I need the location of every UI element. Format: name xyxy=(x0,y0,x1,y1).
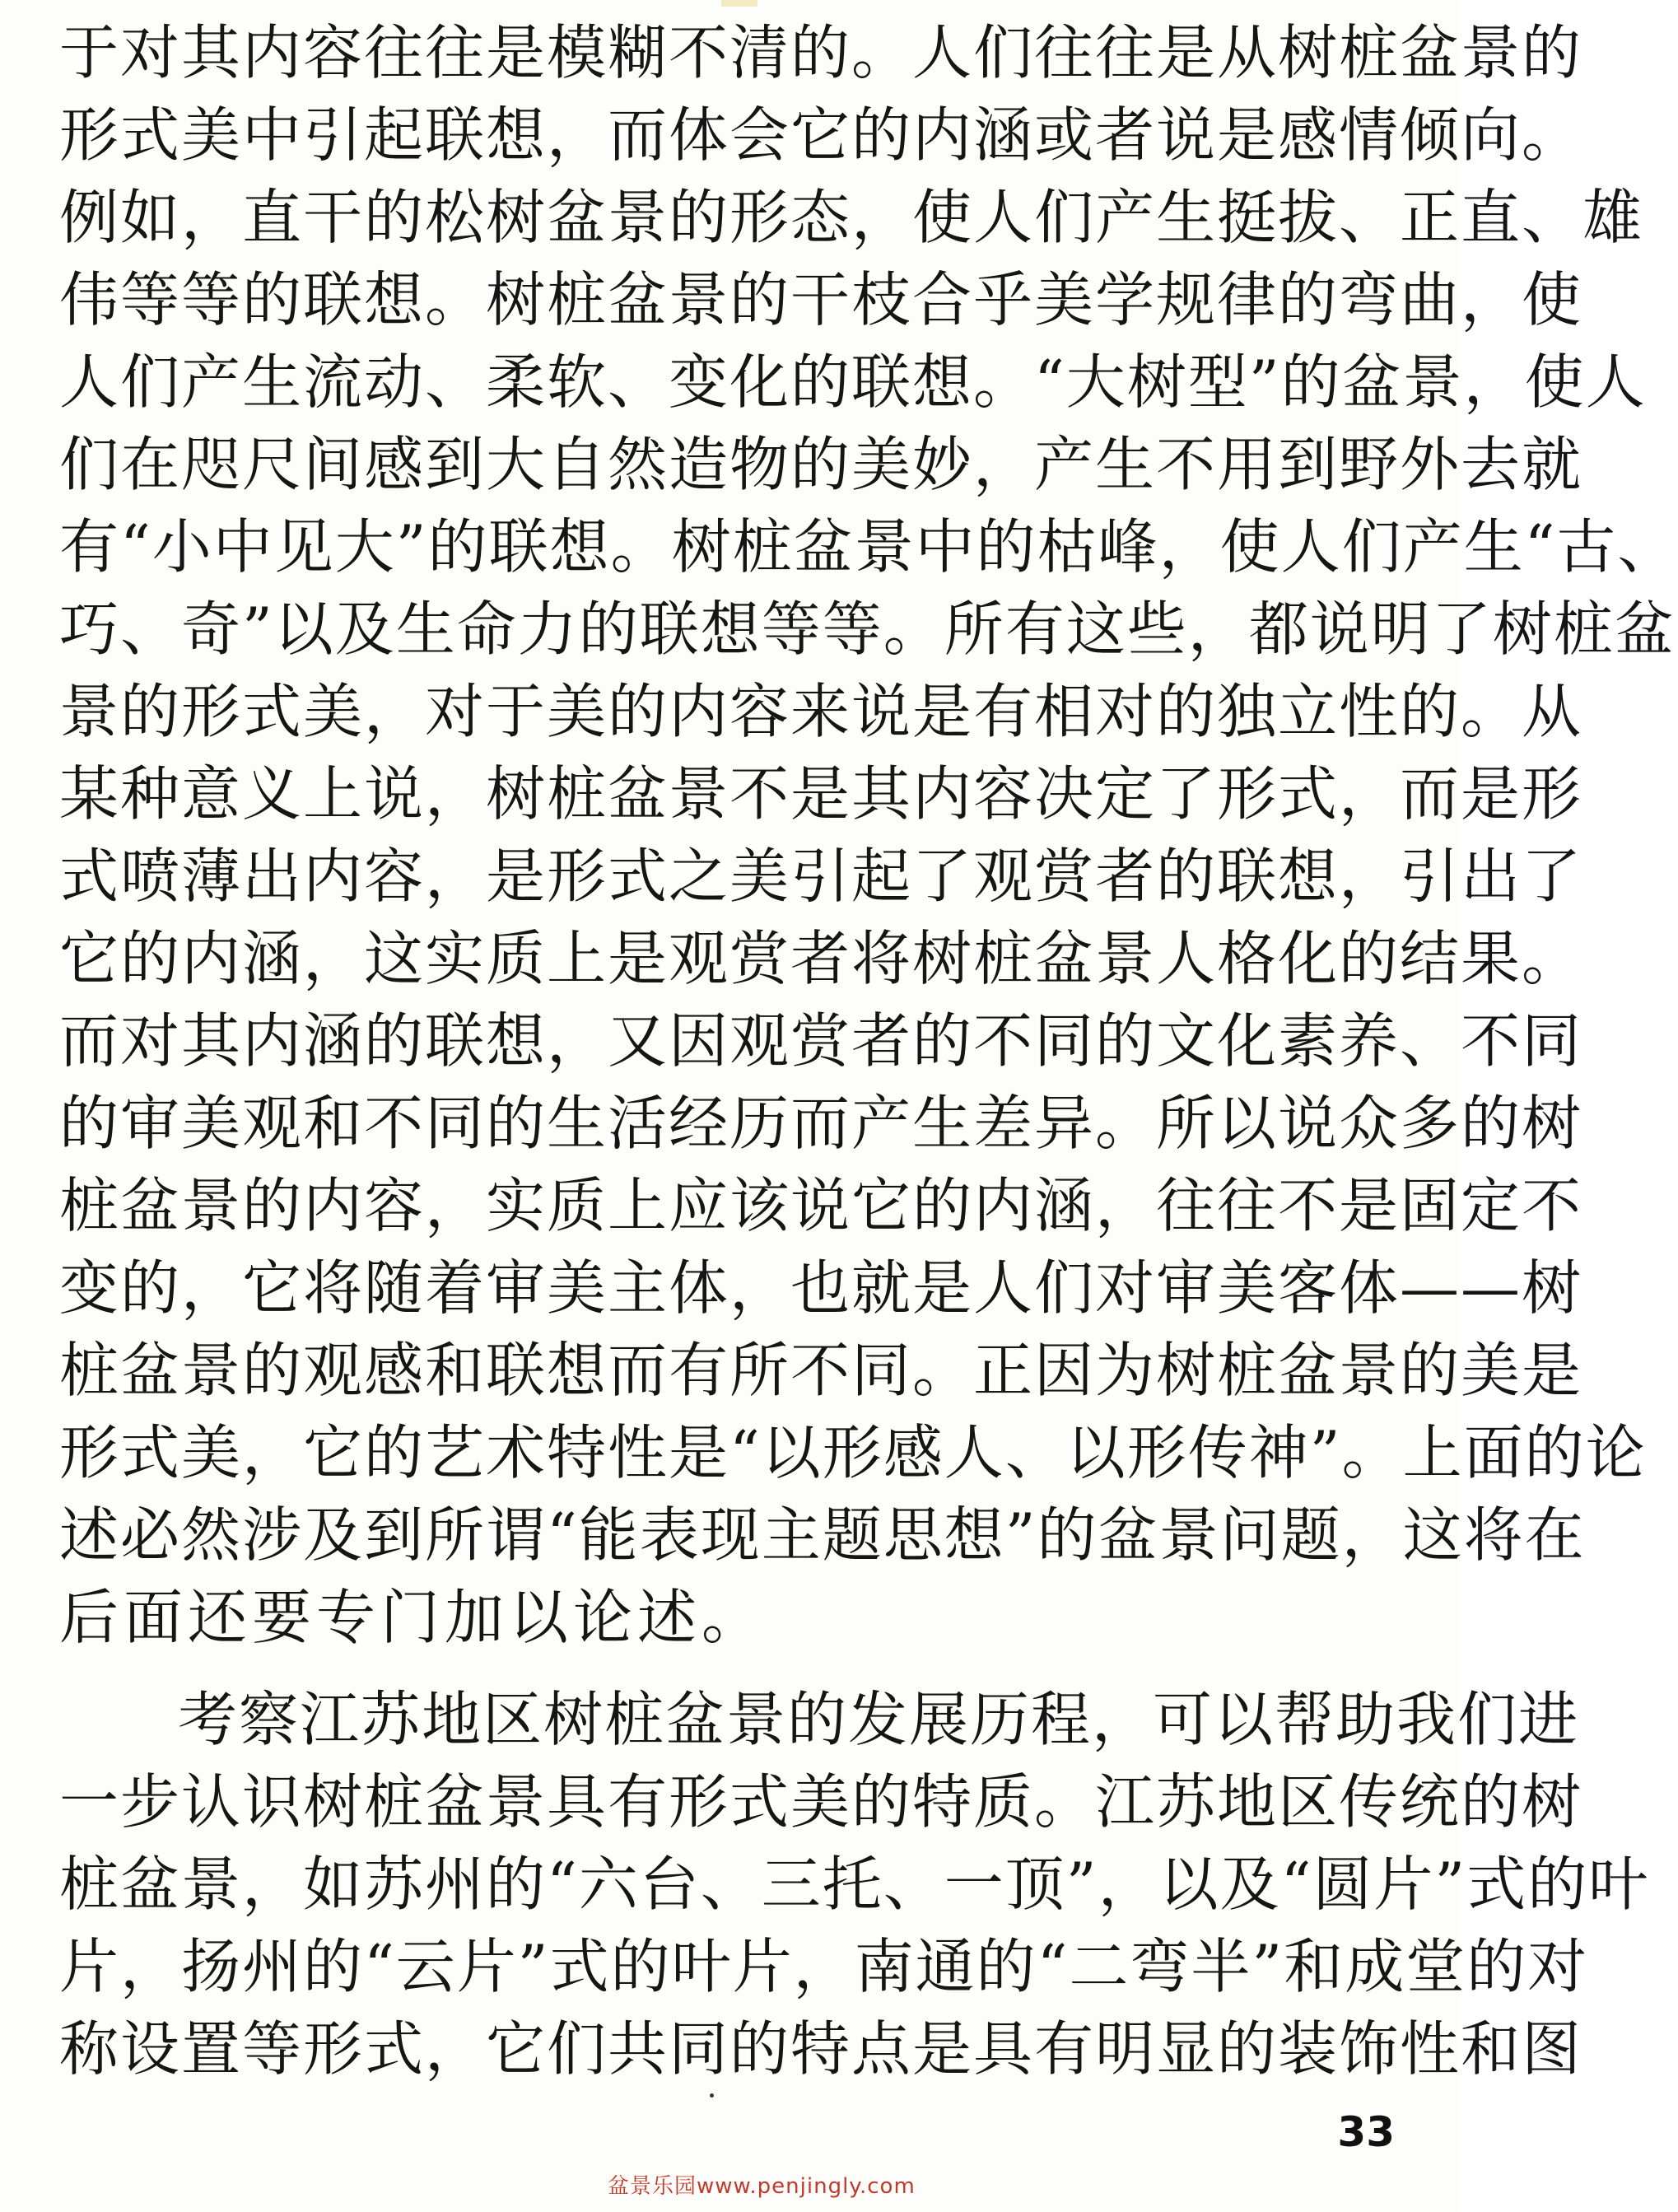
text-line: 的审美观和不同的生活经历而产生差异。所以说众多的树 xyxy=(59,1089,1583,1158)
text-line: 形式美，它的艺术特性是“以形感人、以形传神”。上面的论 xyxy=(59,1418,1647,1487)
text-line: 桩盆景的观感和联想而有所不同。正因为树桩盆景的美是 xyxy=(59,1336,1583,1405)
text-line: 后面还要专门加以论述。 xyxy=(59,1583,767,1652)
text-line: 片，扬州的“云片”式的叶片，南通的“二弯半”和成堂的对 xyxy=(59,1932,1589,2001)
text-line: 于对其内容往往是模糊不清的。人们往往是从树桩盆景的 xyxy=(59,18,1583,87)
site-watermark: 盆景乐园www.penjingly.com xyxy=(608,2174,916,2199)
text-line: 而对其内涵的联想，又因观赏者的不同的文化素养、不同 xyxy=(59,1006,1583,1076)
paragraph-gap xyxy=(59,1659,1433,1678)
text-line: 考察江苏地区树桩盆景的发展历程，可以帮助我们进 xyxy=(178,1685,1580,1754)
text-line: 桩盆景的内容，实质上应该说它的内涵，往往不是固定不 xyxy=(59,1171,1583,1240)
text-line: 某种意义上说，树桩盆景不是其内容决定了形式，而是形 xyxy=(59,759,1583,828)
text-line: 式喷薄出内容，是形式之美引起了观赏者的联想，引出了 xyxy=(59,842,1583,911)
text-line: 巧、奇”以及生命力的联想等等。所有这些，都说明了树桩盆 xyxy=(59,595,1676,664)
text-line: 例如，直干的松树盆景的形态，使人们产生挺拔、正直、雄 xyxy=(59,183,1644,252)
text-line: 一步认识树桩盆景具有形式美的特质。江苏地区传统的树 xyxy=(59,1767,1583,1836)
page-number: 33 xyxy=(1337,2108,1395,2156)
text-line: 有“小中见大”的联想。树桩盆景中的枯峰，使人们产生“古、 xyxy=(59,512,1678,581)
page-tab-marker xyxy=(721,0,757,7)
text-line: 称设置等形式，它们共同的特点是具有明显的装饰性和图 xyxy=(59,2014,1583,2084)
text-line: 形式美中引起联想，而体会它的内涵或者说是感情倾向。 xyxy=(59,100,1583,170)
text-line: 们在咫尺间感到大自然造物的美妙，产生不用到野外去就 xyxy=(59,430,1583,499)
text-line: 述必然涉及到所谓“能表现主题思想”的盆景问题，这将在 xyxy=(59,1500,1586,1570)
text-line: 变的，它将随着审美主体，也就是人们对审美客体——树 xyxy=(59,1253,1583,1323)
body-text xyxy=(59,12,1678,2090)
text-line: 桩盆景，如苏州的“六台、三托、一顶”，以及“圆片”式的叶 xyxy=(59,1850,1650,1919)
print-speck xyxy=(710,2093,714,2098)
text-line: 伟等等的联想。树桩盆景的干枝合乎美学规律的弯曲，使 xyxy=(59,265,1583,334)
text-line: 人们产生流动、柔软、变化的联想。“大树型”的盆景，使人 xyxy=(59,348,1647,417)
text-line: 它的内涵，这实质上是观赏者将树桩盆景人格化的结果。 xyxy=(59,924,1583,993)
text-line: 景的形式美，对于美的内容来说是有相对的独立性的。从 xyxy=(59,677,1583,746)
